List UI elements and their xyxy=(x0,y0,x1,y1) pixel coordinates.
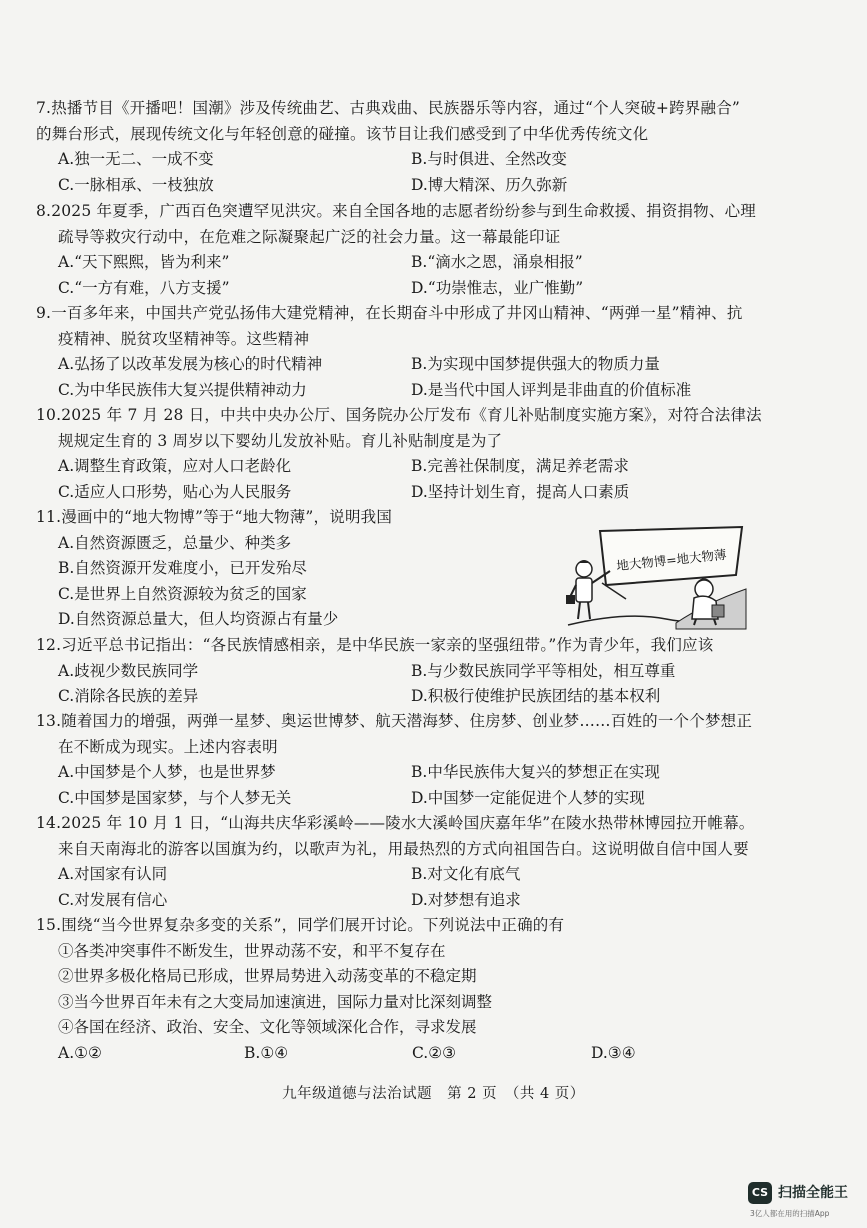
option-c: C.适应人口形势，贴心为人民服务 xyxy=(58,482,292,501)
option-b: B.①④ xyxy=(244,1043,289,1062)
question-stem: 15.围绕“当今世界复杂多变的关系”，同学们展开讨论。下列说法中正确的有 xyxy=(36,916,565,934)
question-8 xyxy=(36,199,836,301)
statement-1: ①各类冲突事件不断发生，世界动荡不安，和平不复存在 xyxy=(58,941,446,960)
question-stem: 9.一百多年来，中国共产党弘扬伟大建党精神，在长期奋斗中形成了井冈山精神、“两弹一星”精神、抗 xyxy=(36,304,743,322)
option-c: C.为中华民族伟大复兴提供精神动力 xyxy=(58,380,307,399)
option-d: D.自然资源总量大，但人均资源占有量少 xyxy=(58,610,339,628)
question-stem: 来自天南海北的游客以国旗为约，以歌声为礼，用最热烈的方式向祖国告白。这说明做自信中国人要 xyxy=(58,839,749,858)
page-footer: 九年级道德与法治试题 第 2 页 （共 4 页） xyxy=(282,1086,585,1102)
option-b: B.中华民族伟大复兴的梦想正在实现 xyxy=(411,763,660,781)
option-b: B.自然资源开发难度小，已开发殆尽 xyxy=(58,559,307,577)
option-a: A.中国梦是个人梦，也是世界梦 xyxy=(58,763,276,781)
question-stem: 在不断成为现实。上述内容表明 xyxy=(58,737,278,756)
option-c: C.是世界上自然资源较为贫乏的国家 xyxy=(58,584,307,603)
option-b: B.为实现中国梦提供强大的物质力量 xyxy=(411,355,660,373)
question-stem: 13.随着国力的增强，两弹一星梦、奥运世博梦、航天潜海梦、住房梦、创业梦……百姓的一个个梦想正 xyxy=(36,712,753,730)
option-c: C.“一方有难，八方支援” xyxy=(58,278,230,297)
option-a: A.“天下熙熙，皆为利来” xyxy=(58,253,230,271)
question-stem: 7.热播节目《开播吧！国潮》涉及传统曲艺、古典戏曲、民族器乐等内容，通过“个人突破+跨界融合” xyxy=(36,99,741,117)
question-stem: 11.漫画中的“地大物博”等于“地大物薄”，说明我国 xyxy=(36,508,393,526)
option-b: B.完善社保制度，满足养老需求 xyxy=(411,457,629,475)
option-d: D.博大精深、历久弥新 xyxy=(411,175,568,194)
option-a: A.独一无二、一成不变 xyxy=(58,150,214,168)
question-stem: 12.习近平总书记指出：“各民族情感相亲，是中华民族一家亲的坚强纽带。”作为青少年，我们应该 xyxy=(36,636,714,654)
question-stem: 10.2025 年 7 月 28 日，中共中央办公厅、国务院办公厅发布《育儿补贴制度实施方案》，对符合法律法 xyxy=(36,406,762,424)
option-c: C.对发展有信心 xyxy=(58,890,168,909)
statement-4: ④各国在经济、政治、安全、文化等领域深化合作，寻求发展 xyxy=(58,1018,477,1036)
question-stem: 14.2025 年 10 月 1 日，“山海共庆华彩溪岭——陵水大溪岭国庆嘉年华”在陵水热带林博园拉开帷幕。 xyxy=(36,814,755,832)
statement-2: ②世界多极化格局已形成，世界局势进入动荡变革的不稳定期 xyxy=(58,967,477,985)
option-c: C.消除各民族的差异 xyxy=(58,687,199,705)
question-stem: 规规定生育的 3 周岁以下婴幼儿发放补贴。育儿补贴制度是为了 xyxy=(58,431,503,450)
option-c: C.中国梦是国家梦，与个人梦无关 xyxy=(58,788,292,807)
scanner-logo-icon: CS xyxy=(748,1182,772,1204)
option-b: B.对文化有底气 xyxy=(411,865,521,883)
option-a: A.对国家有认同 xyxy=(58,865,168,883)
option-b: B.与时俱进、全然改变 xyxy=(411,150,567,168)
scanner-tagline: 3亿人都在用的扫描App xyxy=(750,1209,830,1218)
question-stem: 的舞台形式，展现传统文化与年轻创意的碰撞。该节目让我们感受到了中华优秀传统文化 xyxy=(36,124,649,143)
scanner-watermark xyxy=(748,1180,858,1222)
option-d: D.“功崇惟志，业广惟勤” xyxy=(411,278,584,297)
option-c: C.一脉相承、一枝独放 xyxy=(58,175,214,194)
question-stem: 疏导等救灾行动中，在危难之际凝聚起广泛的社会力量。这一幕最能印证 xyxy=(58,227,561,246)
option-d: D.中国梦一定能促进个人梦的实现 xyxy=(411,788,645,807)
question-14 xyxy=(36,811,836,913)
cartoon-illustration xyxy=(566,519,748,631)
option-d: D.坚持计划生育，提高人口素质 xyxy=(411,482,630,501)
option-b: B.“滴水之恩，涌泉相报” xyxy=(411,253,583,271)
option-a: A.①② xyxy=(58,1043,102,1062)
option-a: A.弘扬了以改革发展为核心的时代精神 xyxy=(58,355,323,373)
option-a: A.调整生育政策，应对人口老龄化 xyxy=(58,457,292,475)
scanner-app-name: 扫描全能王 xyxy=(778,1185,848,1201)
question-stem: 8.2025 年夏季，广西百色突遭罕见洪灾。来自全国各地的志愿者纷纷参与到生命救援、捐资捐物、心理 xyxy=(36,202,756,220)
question-12 xyxy=(36,633,836,710)
option-d: D.积极行使维护民族团结的基本权利 xyxy=(411,687,661,705)
question-stem: 疫精神、脱贫攻坚精神等。这些精神 xyxy=(58,329,310,348)
question-15 xyxy=(36,913,836,1066)
question-9 xyxy=(36,301,836,403)
option-a: A.自然资源匮乏，总量少、种类多 xyxy=(58,533,292,552)
cartoon-caption: 地大物博=地大物薄 xyxy=(615,546,728,574)
option-a: A.歧视少数民族同学 xyxy=(58,661,199,680)
statement-3: ③当今世界百年未有之大变局加速演进，国际力量对比深刻调整 xyxy=(58,992,493,1011)
question-10 xyxy=(36,403,836,505)
option-d: D.是当代中国人评判是非曲直的价值标准 xyxy=(411,380,692,399)
option-b: B.与少数民族同学平等相处，相互尊重 xyxy=(411,661,676,680)
question-7 xyxy=(36,96,836,198)
question-13 xyxy=(36,709,836,811)
option-d: D.对梦想有追求 xyxy=(411,890,521,909)
option-c: C.②③ xyxy=(412,1043,457,1062)
option-d: D.③④ xyxy=(591,1043,636,1062)
